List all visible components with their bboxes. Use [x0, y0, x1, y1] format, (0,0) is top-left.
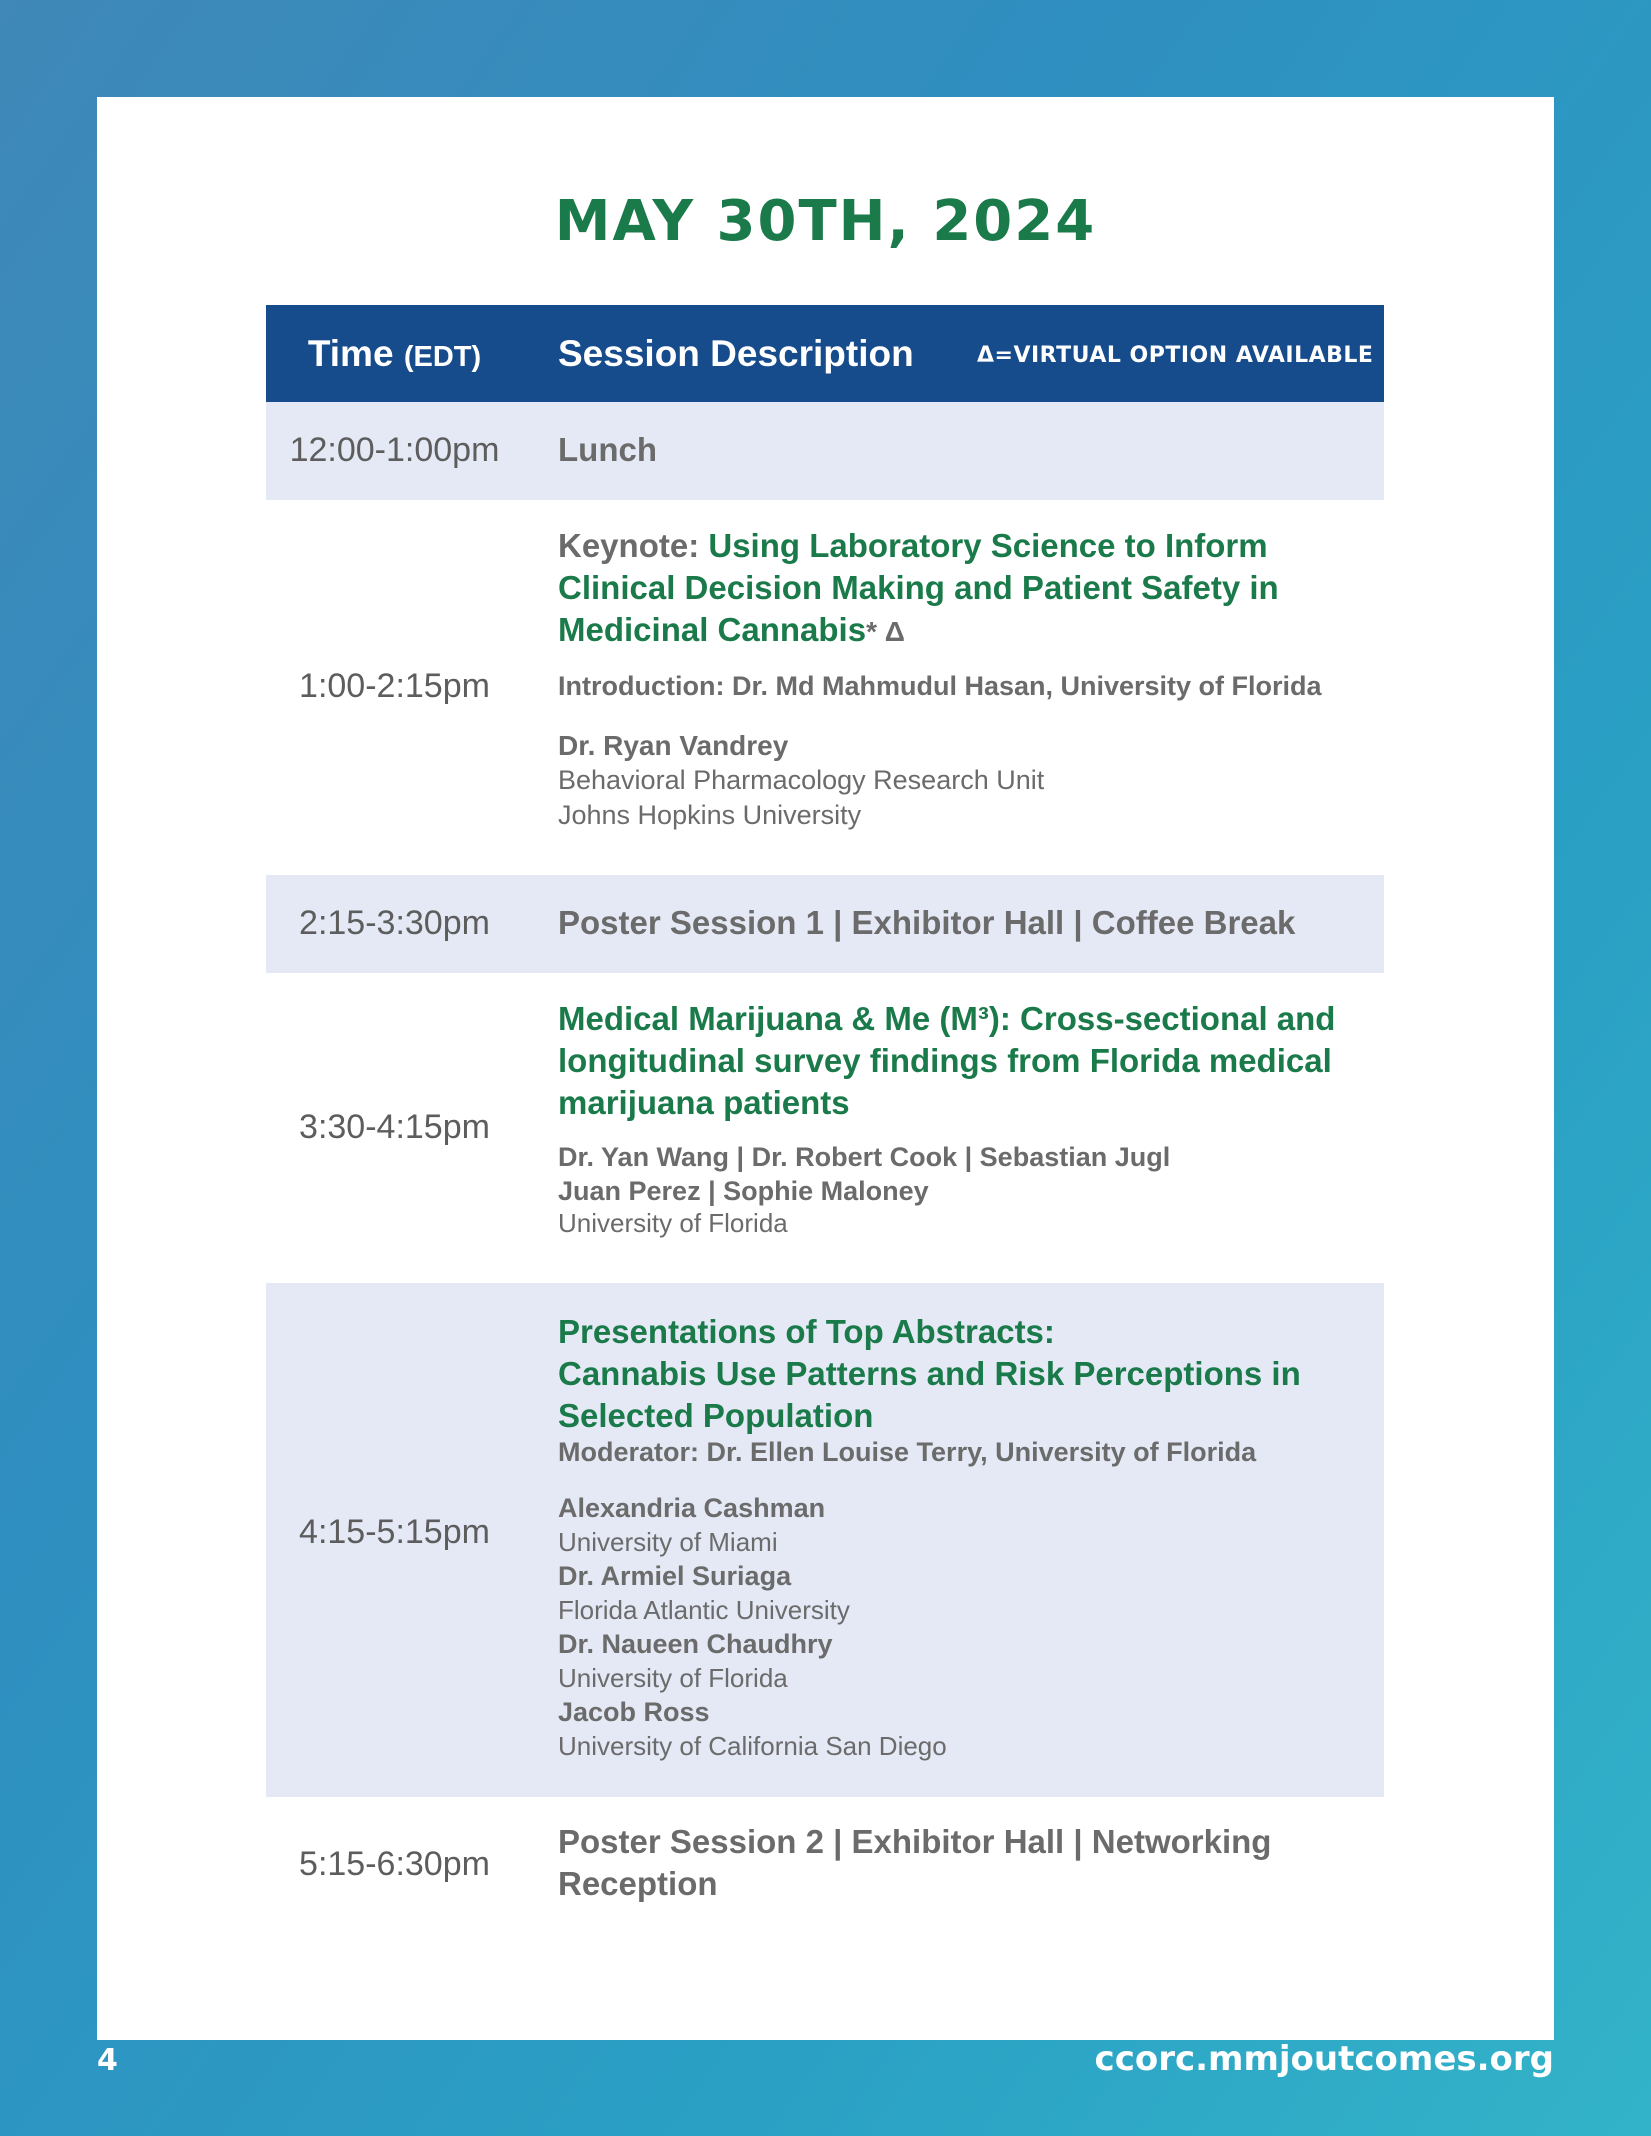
moderator: Moderator: Dr. Ellen Louise Terry, University of Florida: [558, 1437, 1257, 1467]
row-time: 4:15-5:15pm: [299, 1513, 490, 1551]
table-row: [266, 500, 1384, 875]
presenter-name: Jacob Ross: [558, 1697, 710, 1727]
presenter-name: Alexandria Cashman: [558, 1493, 826, 1523]
header-session-description: Session Description: [558, 333, 914, 374]
row-time: 1:00-2:15pm: [299, 667, 490, 705]
header-time: [266, 333, 523, 375]
speaker-affiliation: Behavioral Pharmacology Research Unit: [558, 765, 1045, 795]
agenda-table: [266, 305, 1384, 1937]
session-title-line: Medicinal Cannabis: [558, 611, 867, 648]
table-row: [266, 402, 1384, 500]
presenter-affiliation: Florida Atlantic University: [558, 1595, 850, 1625]
row-title: Poster Session 2 | Exhibitor Hall | Networking: [558, 1823, 1272, 1860]
table-row: [266, 1797, 1384, 1937]
row-description: [558, 998, 1368, 1238]
session-title-line: Medical Marijuana & Me (M³): Cross-sectional and: [558, 1000, 1336, 1037]
session-title-line: Selected Population: [558, 1397, 874, 1434]
virtual-marker: * Δ: [866, 616, 905, 647]
table-row: [266, 973, 1384, 1283]
presenter-list: [558, 1491, 1368, 1763]
row-title: Reception: [558, 1865, 718, 1902]
presenter-affiliation: University of Miami: [558, 1527, 778, 1557]
introduction: Introduction: Dr. Md Mahmudul Hasan, University of Florida: [558, 671, 1322, 701]
session-title-line: marijuana patients: [558, 1084, 850, 1121]
row-description: [558, 1311, 1368, 1763]
row-description: [558, 525, 1368, 833]
presenter-affiliation: University of California San Diego: [558, 1731, 947, 1761]
presenter-name: Dr. Naueen Chaudhry: [558, 1629, 833, 1659]
header-time-unit: (EDT): [403, 341, 482, 373]
row-title: Poster Session 1 | Exhibitor Hall | Coffee Break: [558, 904, 1296, 941]
table-header: [266, 305, 1384, 402]
row-time: 3:30-4:15pm: [299, 1108, 490, 1146]
session-title-line: Presentations of Top Abstracts:: [558, 1313, 1055, 1350]
page-number: 4: [97, 2043, 118, 2078]
row-description: [558, 1821, 1368, 1905]
session-title-line: Cannabis Use Patterns and Risk Perceptions in: [558, 1355, 1301, 1392]
speaker-name: Dr. Ryan Vandrey: [558, 730, 789, 761]
presenter-name: Dr. Armiel Suriaga: [558, 1561, 792, 1591]
row-title: Lunch: [558, 431, 657, 468]
table-row: [266, 875, 1384, 973]
session-title-line: Clinical Decision Making and Patient Safety in: [558, 569, 1279, 606]
keynote-prefix: Keynote:: [558, 527, 700, 564]
virtual-option-note: Δ=VIRTUAL OPTION AVAILABLE: [977, 343, 1374, 368]
speaker-names: Juan Perez | Sophie Maloney: [558, 1176, 929, 1206]
header-time-label: Time: [307, 333, 394, 374]
row-time: 5:15-6:30pm: [299, 1845, 490, 1883]
speaker-affiliation: University of Florida: [558, 1208, 788, 1238]
table-row: [266, 1283, 1384, 1797]
agenda-card: [97, 97, 1554, 2040]
website-url: ccorc.mmjoutcomes.org: [1094, 2039, 1554, 2079]
session-title-line: longitudinal survey findings from Florida medical: [558, 1042, 1332, 1079]
page-title: MAY 30TH, 2024: [554, 189, 1097, 254]
speaker-names: Dr. Yan Wang | Dr. Robert Cook | Sebastian Jugl: [558, 1142, 1171, 1172]
speaker-affiliation: Johns Hopkins University: [558, 800, 862, 830]
row-time: 2:15-3:30pm: [299, 904, 490, 942]
row-time: 12:00-1:00pm: [289, 431, 500, 469]
session-title-line: Using Laboratory Science to Inform: [708, 527, 1268, 564]
presenter-affiliation: University of Florida: [558, 1663, 788, 1693]
